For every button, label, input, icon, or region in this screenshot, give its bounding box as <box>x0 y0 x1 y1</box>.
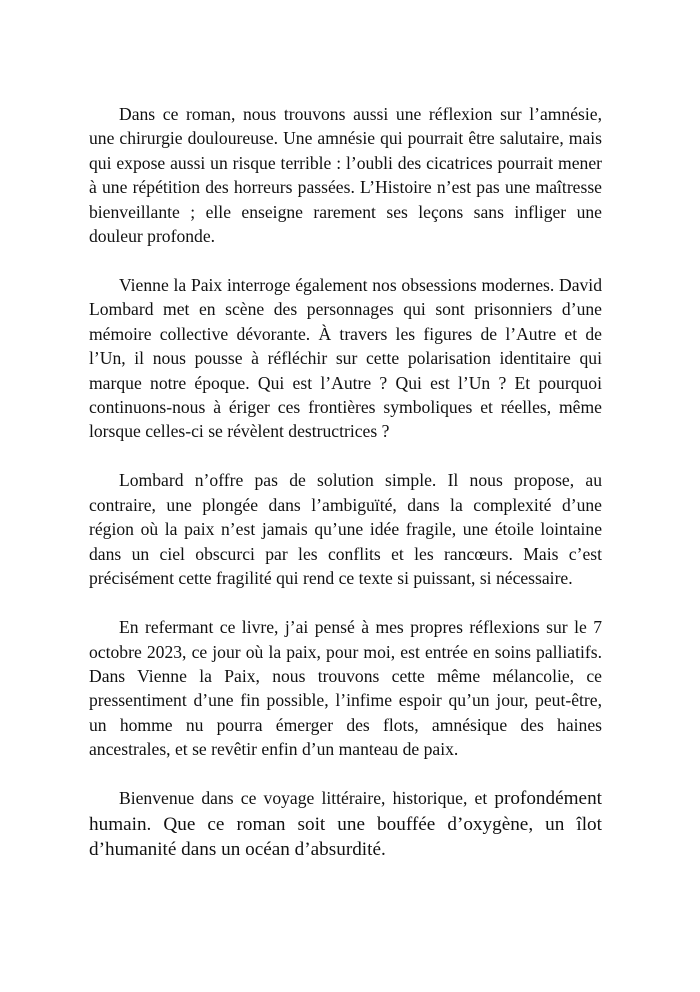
paragraph-bienvenue-start: Bienvenue dans ce voyage littéraire, historique, et <box>119 788 495 809</box>
paragraph-bienvenue-end: profondément humain. Que ce roman soit une bouffée d’oxygène, un îlot d’humanité dans un océan d’absurdité. <box>89 788 602 860</box>
paragraph-bienvenue <box>89 786 602 862</box>
paragraph-7-octobre: En refermant ce livre, j’ai pensé à mes propres réflexions sur le 7 octobre 2023, ce jour où la paix, pour moi, est entrée en soins palliatifs. Dans Vienne la Paix, nous trouvons cette même mélancolie, ce pressentiment d’une fin possible, l’infime espoir qu’un jour, peut-être, un homme nu pourra émerger des flots, amnésique des haines ancestrales, et se revêtir enfin d’un manteau de paix. <box>89 617 602 760</box>
paragraph-obsessions: Vienne la Paix interroge également nos obsessions modernes. David Lombard met en scène des personnages qui sont prisonniers d’une mémoire collective dévorante. À travers les figures de l’Autre et de l’Un, il nous pousse à réfléchir sur cette polarisation identitaire qui marque notre époque. Qui est l’Autre ? Qui est l’Un ? Et pourquoi continuons-nous à ériger ces frontières symboliques et réelles, même lorsque celles-ci se révèlent destructrices ? <box>89 275 602 442</box>
body-text <box>89 102 602 862</box>
paragraph-amnesie: Dans ce roman, nous trouvons aussi une réflexion sur l’amnésie, une chirurgie douloureuse. Une amnésie qui pourrait être salutaire, mais qui expose aussi un risque terrible : l’oubli des cicatrices pourrait mener à une répétition des horreurs passées. L’Histoire n’est pas une maîtresse bienveillante ; elle enseigne rarement ses leçons sans infliger une douleur profonde. <box>89 104 602 247</box>
paragraph-ambiguite: Lombard n’offre pas de solution simple. Il nous propose, au contraire, une plongée dans l’ambiguïté, dans la complexité d’une région où la paix n’est jamais qu’une idée fragile, une étoile lointaine dans un ciel obscurci par les conflits et les rancœurs. Mais c’est précisément cette fragilité qui rend ce texte si puissant, si nécessaire. <box>89 470 602 589</box>
